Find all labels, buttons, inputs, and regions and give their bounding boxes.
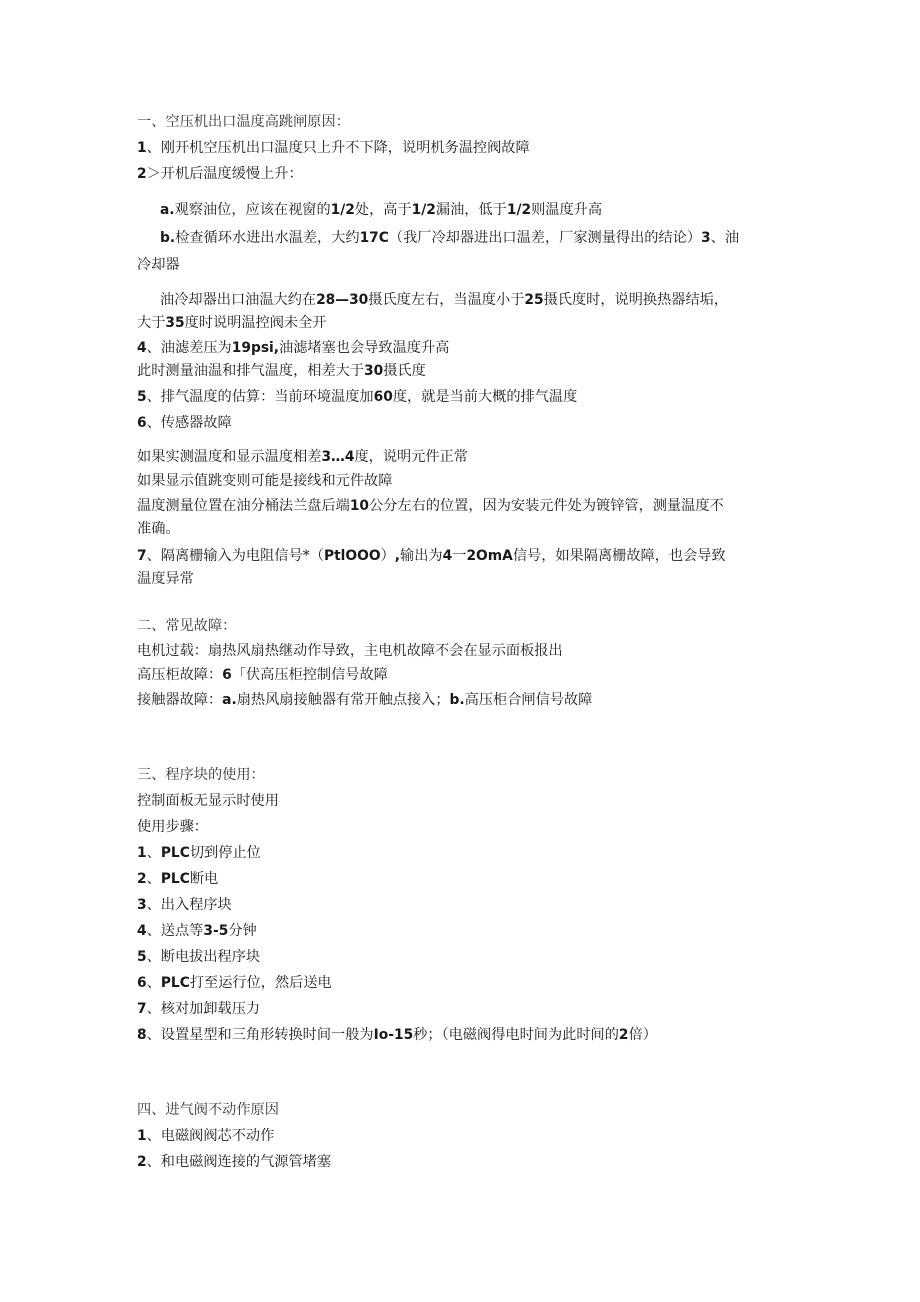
fault-contactor: 接触器故障：a.扇热风扇接触器有常开触点接入；b.高压柜合闸信号故障 xyxy=(137,692,593,708)
section-4-heading: 四、进气阀不动作原因 xyxy=(137,1102,279,1118)
item-1: 1、刚开机空压机出口温度只上升不下降，说明机务温控阀故障 xyxy=(137,140,530,156)
step-7: 7、核对加卸载压力 xyxy=(137,1001,261,1017)
item-4-detail: 此时测量油温和排气温度，相差大于30摄氏度 xyxy=(137,363,426,379)
item-3-line1: 油冷却器出口油温大约在28—30摄氏度左右，当温度小于25摄氏度时，说明换热器结垢， xyxy=(160,292,729,308)
fault-motor: 电机过载：扇热风扇热继动作导致，主电机故障不会在显示面板报出 xyxy=(137,643,563,659)
item-6-detail-a: 如果实测温度和显示温度相差3…4度，说明元件正常 xyxy=(137,449,468,465)
section-1-heading: 一、空压机出口温度高跳闸原因： xyxy=(137,114,350,130)
section-3-heading: 三、程序块的使用： xyxy=(137,767,265,783)
item-2b: b.检查循环水进出水温差，大约17C（我厂冷却器进出口温差，厂家测量得出的结论）3、油 xyxy=(160,230,740,246)
item-7: 7、隔离栅输入为电阻信号*（PtlOOO）,输出为4一2OmA信号，如果隔离栅故障，也会导致 xyxy=(137,548,726,564)
step-8: 8、设置星型和三角形转换时间一般为Io-15秒；（电磁阀得电时间为此时间的2倍） xyxy=(137,1027,657,1043)
program-steps-title: 使用步骤： xyxy=(137,819,208,835)
item-2a: a.观察油位，应该在视窗的1/2处，高于1/2漏油，低于1/2则温度升高 xyxy=(160,202,603,218)
item-4: 4、油滤差压为19psi,油滤堵塞也会导致温度升高 xyxy=(137,340,450,356)
item-7-cont: 温度异常 xyxy=(137,571,194,587)
intake-cause-2: 2、和电磁阀连接的气源管堵塞 xyxy=(137,1154,332,1170)
fault-hv-cabinet: 高压柜故障：6「伏高压柜控制信号故障 xyxy=(137,667,388,683)
step-6: 6、PLC打至运行位，然后送电 xyxy=(137,975,332,991)
step-3: 3、出入程序块 xyxy=(137,897,232,913)
step-5: 5、断电拔出程序块 xyxy=(137,949,261,965)
intake-cause-1: 1、电磁阀阀芯不动作 xyxy=(137,1128,275,1144)
program-note: 控制面板无显示时使用 xyxy=(137,793,279,809)
item-2: 2＞开机后温度缓慢上升： xyxy=(137,166,303,182)
item-6: 6、传感器故障 xyxy=(137,415,232,431)
step-2: 2、PLC断电 xyxy=(137,871,219,887)
step-4: 4、送点等3-5分钟 xyxy=(137,923,257,939)
item-2b-cont: 冷却器 xyxy=(137,257,180,273)
item-6-detail-c-cont: 准确。 xyxy=(137,521,180,537)
item-5: 5、排气温度的估算：当前环境温度加60度，就是当前大概的排气温度 xyxy=(137,389,578,405)
step-1: 1、PLC切到停止位 xyxy=(137,845,261,861)
section-2-heading: 二、常见故障： xyxy=(137,618,237,634)
item-6-detail-c: 温度测量位置在油分桶法兰盘后端10公分左右的位置，因为安装元件处为镀锌管，测量温度不 xyxy=(137,498,724,514)
item-3-line2: 大于35度时说明温控阀未全开 xyxy=(137,315,327,331)
item-6-detail-b: 如果显示值跳变则可能是接线和元件故障 xyxy=(137,473,393,489)
